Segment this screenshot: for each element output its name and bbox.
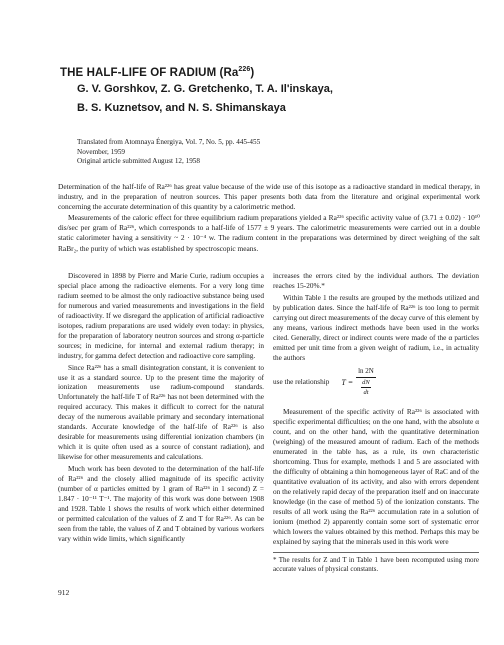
formula-dn: dN bbox=[361, 378, 371, 389]
left-column bbox=[58, 272, 264, 547]
paper-title bbox=[60, 66, 480, 79]
body-paragraph: Since Ra²²⁶ has a small disintegration constant, it is convenient to use it as a standard source. Up to the present time the majority of ionization measurements use radium-compound standards. Unfortunately the half-life T of Ra²²⁶ has not been determined with the required accuracy. This makes it difficult to correct for the natural decay of the numerous available primary and secondary international standards. Accurate knowledge of the half-life of Ra²²⁶ is also desirable for measurements using differential ionization chambers (in which it is quite often used as a source of constant radiation), and likewise for other measurements and calculations. bbox=[58, 363, 264, 462]
formula-fraction bbox=[356, 367, 376, 399]
publication-date: November, 1959 bbox=[77, 147, 126, 156]
page-number: 912 bbox=[58, 588, 70, 597]
body-paragraph: Measurement of the specific activity of Ra²²⁶ is associated with specific experimental difficulties; on the one hand, with the absolute α count, and on the other hand, with the quantitative determination (weighing) of the measured amount of radium. Each of the methods enumerated in the table has, as a rule, its own characteristic shortcoming. Thus for example, methods 1 and 5 are associated with the difficulty of obtaining a thin homogeneous layer of RaC and of the quantitative evaluation of its activity, and also with errors dependent on the relatively rapid decay of the preparation itself and on inaccurate knowledge (in the case of method 5) of the ionization constants. The results of all work using the Ra²²⁶ accumulation rate in a solution of ionium (method 2) apparently contain some sort of systematic error which lowers the values obtained by this method. Perhaps this may be explained by saying that the minerals used in this work were bbox=[273, 408, 479, 546]
formula-dt: dt bbox=[363, 389, 369, 397]
body-paragraph: increases the errors cited by the individual authors. The deviation reaches 15-20%.* bbox=[273, 272, 479, 290]
title-close: ) bbox=[250, 66, 255, 79]
formula-label: use the relationship bbox=[273, 377, 330, 386]
author-line-2: B. S. Kuznetsov, and N. S. Shimanskaya bbox=[77, 102, 286, 114]
formula-lhs: T = bbox=[341, 377, 354, 387]
footnote-divider bbox=[273, 552, 479, 553]
author-list bbox=[77, 80, 487, 118]
footnote: * The results for Z and T in Table 1 have been recomputed using more accurate values of physical constants. bbox=[273, 555, 479, 574]
body-paragraph: Discovered in 1898 by Pierre and Marie Curie, radium occupies a special place among the radioactive elements. For a very long time radium seemed to be almost the only radioactive substance being used for numerous and varied measurements and investigations in the field of radioactivity. If we disregard the application of artificial radioactive isotopes, radium preparations are used widely even today: in physics, for the preparation of laboratory neutron sources and strong α-particle sources; in medicine, for internal and external radium therapy; in industry, for gamma defect detection and radioactive core sampling. bbox=[58, 272, 264, 360]
publication-info bbox=[77, 138, 457, 167]
abstract-paragraph: Measurements of the caloric effect for three equilibrium radium preparations yielded a Ra²²⁶ specific activity value of (3.71 ± 0.02) · 10¹⁰ dis/sec per gram of Ra²²⁶, which corresponds to a half-life of 1577 ± 9 years. The calorimetric measurements were carried out in a double static calorimeter having a sensitivity ~ 2 · 10⁻⁴ w. The radium content in the preparations was determined by direct weighing of the salt RaBr₂, the purity of which was established by spectroscopic means. bbox=[58, 213, 480, 253]
formula-denominator bbox=[361, 378, 371, 399]
title-superscript: 226 bbox=[238, 66, 251, 73]
translated-from: Translated from Atomnaya Énergiya, Vol. 7, No. 5, pp. 445-455 bbox=[77, 138, 261, 146]
submission-date: Original article submitted August 12, 1958 bbox=[77, 157, 200, 166]
title-text: THE HALF-LIFE OF RADIUM (Ra bbox=[60, 66, 239, 79]
body-paragraph: Within Table 1 the results are grouped by the methods utilized and by publication dates. Since the half-life of Ra²²⁶ is too long to permit carrying out direct measurements of the decay curve of this element by any means, various indirect methods have been used in the works cited. Generally, direct or indirect counts were made of the α particles emitted per unit time from a given weight of radium, i.e., in actuality the authors bbox=[273, 293, 479, 362]
abstract bbox=[58, 182, 480, 255]
half-life-formula bbox=[341, 367, 375, 399]
author-line-1: G. V. Gorshkov, Z. G. Gretchenko, T. A. Il'inskaya, bbox=[77, 83, 333, 95]
formula-numerator: ln 2N bbox=[356, 367, 376, 378]
abstract-paragraph: Determination of the half-life of Ra²²⁶ has great value because of the wide use of this isotope as a radioactive standard in medical therapy, in industry, and in the preparation of neutron sources. This paper presents both data from the literature and original experimental work concerning the accurate determination of this quantity by a calorimetric method. bbox=[58, 182, 480, 212]
body-paragraph: Much work has been devoted to the determination of the half-life of Ra²²⁶ and the closely allied magnitude of its specific activity (number of α particles emitted by 1 gram of Ra²²⁶ in 1 second) Z = 1.847 · 10⁻¹¹ T⁻¹. The majority of this work was done between 1908 and 1928. Table 1 shows the results of work which either determined or permitted calculation of the values of Z and T for Ra²²⁶. As can be seen from the table, the values of Z and T obtained by various workers vary within wide limits, which significantly bbox=[58, 465, 264, 543]
right-column bbox=[273, 272, 479, 577]
formula-row bbox=[273, 367, 479, 399]
